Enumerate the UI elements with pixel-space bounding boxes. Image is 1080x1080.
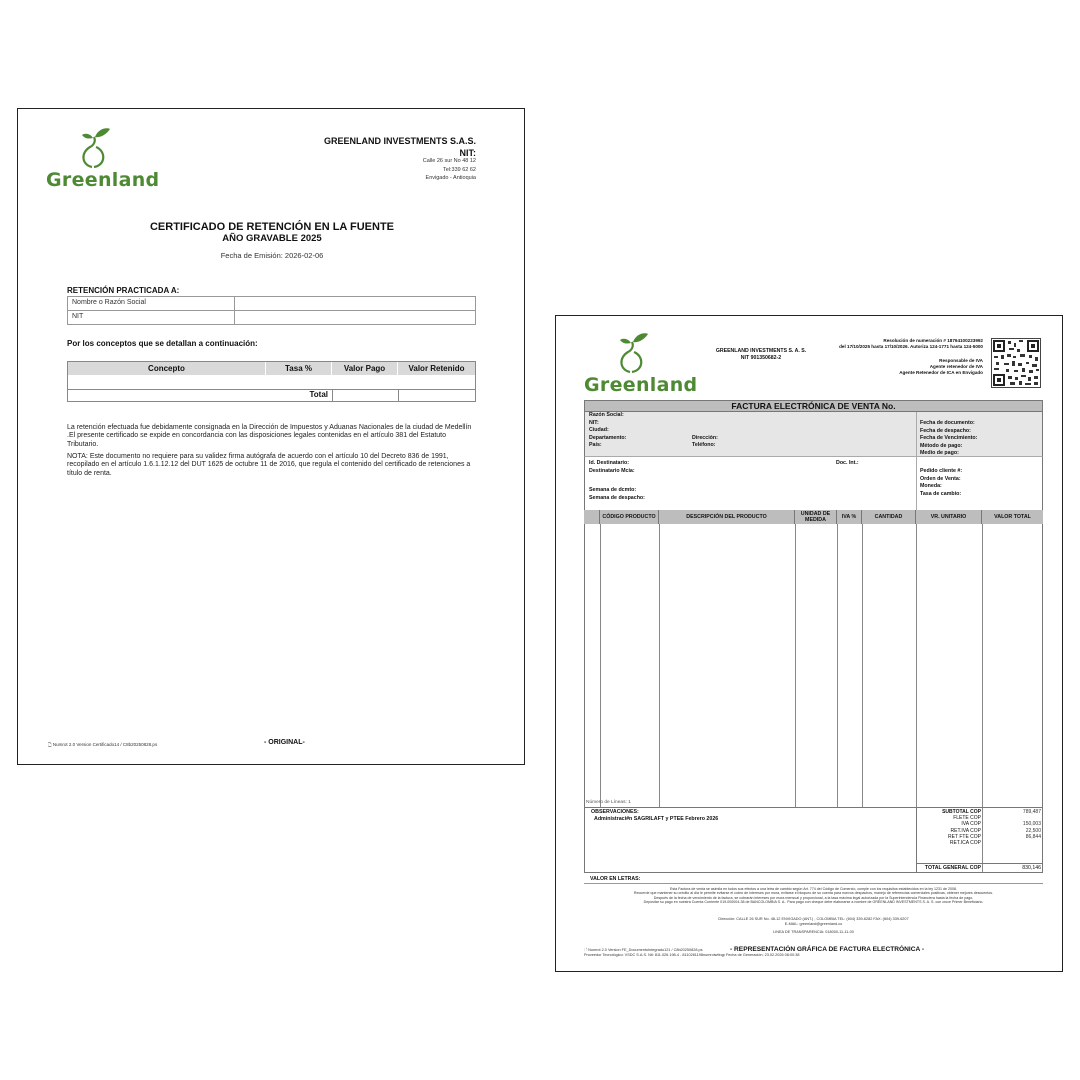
contact-footer [596,917,1031,935]
company-address [423,157,476,183]
iva-value: 150,003 [1022,821,1041,828]
due-date-label: Fecha de Vencimiento: [920,435,978,442]
total-general-value: 830,146 [1022,865,1041,871]
sprout-icon [46,127,146,171]
client-label: Razón Social: [589,412,624,418]
payment-method-label: Método de pago: [920,442,963,449]
table-header-iva: IVA % [837,510,862,524]
table-header-total-value: VALOR TOTAL [982,510,1043,524]
consignment-paragraph: La retención efectuada fue debidamente consignada en la Dirección de Impuestos y Aduanas Nacionales de la ciudad de Medellín .El presente certificado se expide en concordancia con las disposiciones legales contenidas en el artículo 381 del Estatuto Tributario. [67,424,472,448]
address-label: Dirección: [692,434,718,441]
legal-line: Recuerde que mantener su crédito al día le permite evitarse el cobro de intereses por mora, evitarse el bloqueo de su cuenta para nuevos despachos, manejo de referencias comerciales positivas, obtener mejores descuentos. [633,891,994,896]
customer-order-label: Pedido cliente #: [920,468,963,474]
address-line: Calle 26 sur No 48 12 [422,158,476,164]
subtotal-value: 789,487 [1022,809,1041,815]
qr-code [991,338,1041,388]
payment-means-label: Medio de pago: [920,450,959,457]
amount-in-words-label: VALOR EN LETRAS: [590,876,641,882]
client-info-section [584,412,1043,456]
provider-line: Proveedor Tecnológico: VSDC S.A.S. Nit: 811.026.198-4 - 8110261198numrotwfeqp Fecha de Generación: 23.02.2026 08:00:38 [584,953,800,957]
table-header-description: DESCRIPCIÓN DEL PRODUCTO [659,510,795,524]
company-nit: NIT 901350682-2 [740,354,782,361]
retention-certificate-page [17,108,525,765]
destination-section [584,456,1043,510]
legal-line: Esta Factura de venta se asimila en todos sus efectos a una letra de cambio según Art. 774 del Código de Comercio, cumple con los requisitos establecidos en la ley 1231 de 2008. [669,887,958,891]
resolution-line: Resolución de numeración # 18764100223992 [883,338,983,343]
table-header-blank [584,510,600,524]
nit-field-label: NIT [72,313,84,320]
currency-label: Moneda: [920,483,942,490]
tax-role: Agente retenedor de IVA [929,364,983,369]
totals-values [985,809,1041,846]
resolution-block [806,338,983,376]
document-icon: 🗋 [584,948,589,952]
invoice-title-bar [584,400,1043,412]
certificate-title: CERTIFICADO DE RETENCIÓN EN LA FUENTE [149,221,395,233]
certificate-subtitle: AÑO GRAVABLE 2025 [222,233,322,244]
line-count: Número de Líneas: 1 [586,800,631,805]
totals-labels [919,809,981,846]
dispatch-week-label: Semana de despacho: [589,494,645,501]
subtotal-label: SUBTOTAL COP [942,809,981,815]
ret-ica-value [985,840,1041,846]
table-header-unit: UNIDAD DE MEDIDA [795,510,837,524]
resolution-line: del 17/10/2025 hasta 17/10/2026. Autoriza 124-1771 hasta 124-5000 [839,344,983,349]
document-date-label: Fecha de documento: [920,420,975,426]
invoice-title: FACTURA ELECTRÓNICA DE VENTA No. [731,401,896,411]
table-header-unit-price: VR. UNITARIO [916,510,982,524]
concepts-heading: Por los conceptos que se detallan a continuación: [67,339,258,348]
table-header-valor-pago: Valor Pago [332,362,398,375]
address-line: Envigado - Antioquia [425,175,476,181]
freight-label: FLETE COP [953,815,981,822]
totals-section [584,807,1043,873]
table-header-tasa: Tasa % [266,362,332,375]
ret-iva-label: RET.IVA COP [950,827,981,834]
client-label: NIT: [589,419,599,426]
tax-role: Agente Retenedor de ICA en Envigado [899,370,983,375]
retention-heading: RETENCIÓN PRACTICADA A: [67,286,180,295]
iva-label: IVA COP [961,821,981,828]
company-name: GREENLAND INVESTMENTS S.A.S. [323,136,476,146]
software-footer [48,741,157,749]
greenland-logo [46,127,160,191]
signature-note-paragraph: NOTA: Este documento no requiere para su validez firma autógrafa de acuerdo con el artículo 10 del Decreto 836 de 1991, recopilado en el artículo 1.6.1.12.12 del DUT 1625 de octubre 11 de 2016, que regula el contenido del certificado de retenciones a título de renta. [67,453,471,477]
recipient-id-label: Id. Destinatario: [589,460,630,466]
table-header-concepto: Concepto [68,362,266,375]
email-footer: E-MAIL: greenland@greenland.co [784,922,843,926]
invoice-company-header [701,348,821,361]
invoice-greenland-logo [584,332,698,396]
electronic-invoice-page [555,315,1063,972]
tax-role: Responsable de IVA [939,358,983,363]
company-header [324,135,476,159]
total-label: Total [309,390,328,399]
exchange-rate-label: Tasa de cambio: [920,490,962,497]
logo-wordmark: Greenland [584,374,698,396]
client-label: País: [589,442,602,449]
address-footer: Dirección: CALLE 26 SUR No. 48-12 ENVIGADO (ANT.) , COLOMBIA TEL: (604) 339-6282 FAX: (604) 339-6207 [718,917,909,921]
graphic-representation-label: - REPRESENTACIÓN GRÁFICA DE FACTURA ELECTRÓNICA - [730,946,925,953]
sprout-icon [584,332,684,376]
ret-ica-label: RET.ICA COP [949,840,981,847]
observations-text: Administraci#n SAGRILAFT y PTEE Febrero 2026 [594,816,719,822]
company-name: GREENLAND INVESTMENTS S. A. S. [715,348,807,354]
concepts-table [67,361,476,402]
ret-fte-label: RET FTE COP [948,833,981,840]
company-nit-label: NIT: [459,148,476,158]
internal-doc-label: Doc. Int.: [836,460,859,466]
total-general-label: TOTAL GENERAL COP [924,865,981,871]
emission-date: Fecha de Emisión: 2026-02-06 [220,251,324,260]
ret-fte-value: 86,844 [1025,833,1041,840]
document-week-label: Semana de dcmto: [589,487,637,493]
observations-label: OBSERVACIONES: [591,809,639,815]
qr-code-icon [992,339,1040,387]
client-label: Ciudad: [589,427,609,434]
transparency-line: LINEA DE TRANSPARENCIA: 018000-11-11-00 [773,930,854,934]
dispatch-date-label: Fecha de despacho: [920,427,971,434]
sales-order-label: Orden de Venta: [920,475,961,482]
software-line: Numrot 2.0 Version FE_DocumentoIntegrado121 / C8b20250828.ps [588,948,703,952]
recipient-label: Destinatario Mcia: [589,467,635,474]
table-header-valor-retenido: Valor Retenido [398,362,475,375]
legal-notes [596,887,1031,904]
phone-label: Teléfono: [692,442,716,449]
ret-iva-value: 22,500 [1025,827,1041,834]
client-label: Departamento: [589,434,627,441]
document-icon: 🗋 [48,742,53,747]
beneficiary-table [67,296,476,325]
table-header-quantity: CANTIDAD [862,510,916,524]
legal-line: Después de la fecha de vencimiento de la factura, se cobrarán intereses por mora mensual y proporcional, a la tasa máxima legal autorizada por la Superintendencia Financiera hasta la fecha de pago. [653,895,974,900]
table-header-product-code: CÓDIGO PRODUCTO [600,510,659,524]
software-version: Numrot 2.0 Version Certificado14 / C8b20250828.ps [52,742,158,747]
logo-wordmark: Greenland [46,169,160,191]
legal-line: Depositar su pago en nuestra Cuenta Corriente 019-000004-38 de BANCOLOMBIA S. A.. Para pago con cheque debe elaborarse a nombre de GREENLAND INVESTMENTS S. A. S. con cruce Primer Beneficiario. [643,899,984,904]
address-line: Tel:339 62 62 [442,166,476,173]
original-label: - ORIGINAL- [264,739,305,746]
items-table-body [584,524,1043,807]
name-field-label: Nombre o Razón Social [72,299,146,306]
